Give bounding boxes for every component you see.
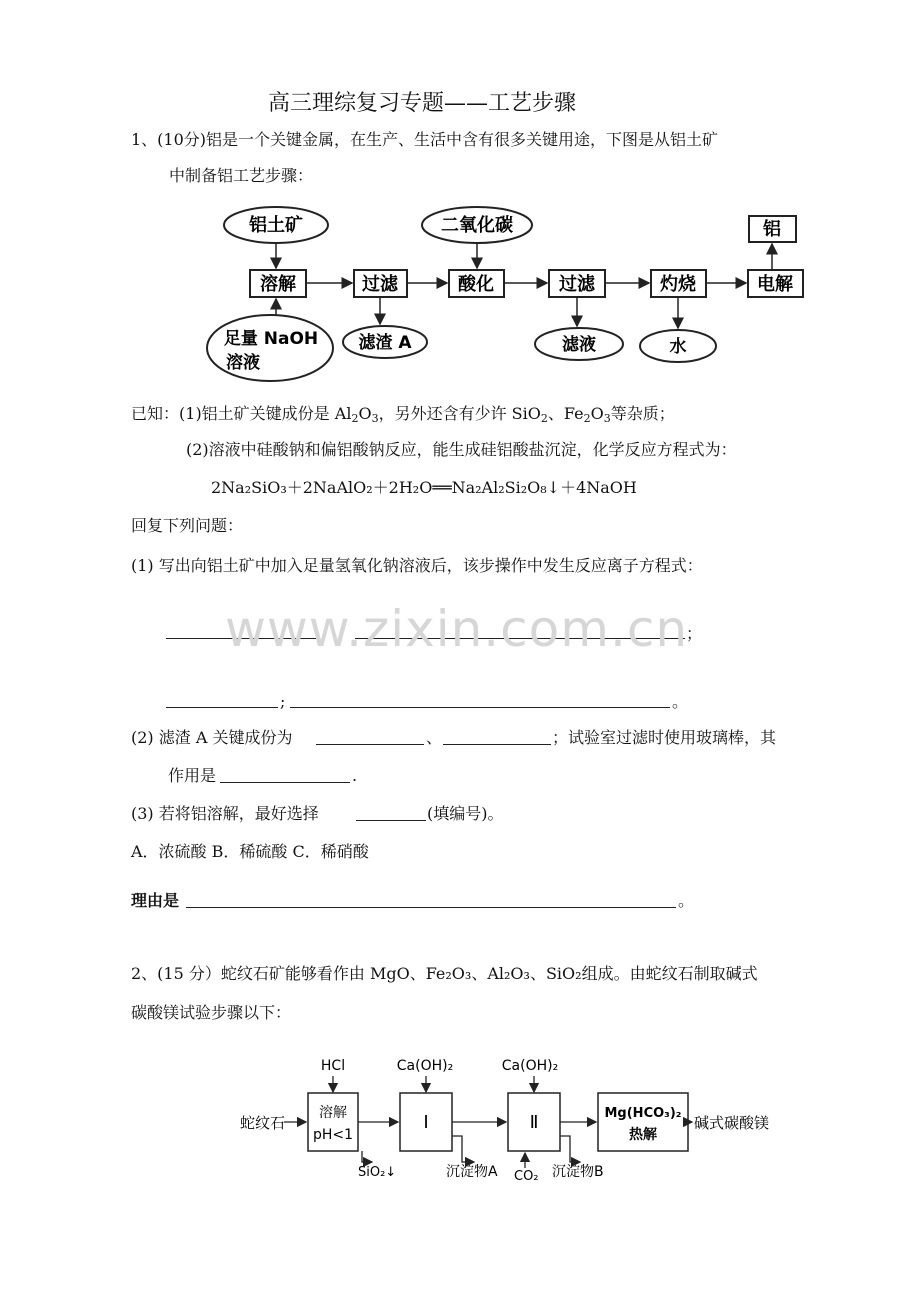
naoh-label-line2: 溶液: [226, 353, 260, 373]
page-title: 高三理综复习专题——工艺步骤: [268, 91, 577, 116]
sub-question-3: (3) 若将铝溶解，最好选择: [131, 804, 319, 823]
blank-1c[interactable]: [166, 707, 278, 708]
acidify-label: 酸化: [458, 274, 494, 295]
known-label: 已知：: [131, 404, 180, 423]
period-1: 。: [672, 692, 689, 711]
blank-2b[interactable]: [443, 744, 551, 745]
caoh-label-1: Ca(OH)₂: [396, 1058, 454, 1074]
residue-a-label: 滤渣 A: [358, 333, 412, 353]
sio2-label: SiO₂↓: [358, 1165, 397, 1180]
al-label: 铝: [763, 219, 781, 240]
dissolve-ph-line1: 溶解: [319, 1105, 347, 1121]
serpentine-label: 蛇纹石: [240, 1114, 286, 1132]
q1-header: 1、(10分)铝是一个关键金属，在生产、生活中含有很多关键用途，下图是从铝土矿: [131, 130, 719, 149]
blank-2a[interactable]: [316, 744, 424, 745]
watermark: www.zixin.com.cn: [225, 600, 689, 658]
electrolysis-label: 电解: [757, 274, 793, 295]
q2-flow-diagram: [0, 1040, 920, 1190]
q1-header-line2: 中制备铝工艺步骤：: [169, 166, 314, 185]
sub-question-2-sep: 、: [426, 728, 443, 747]
arrow-sio2: [362, 1151, 372, 1162]
filter1-label: 过滤: [362, 274, 398, 295]
options: A．浓硫酸 B．稀硫酸 C．稀硝酸: [131, 842, 369, 861]
blank-reason[interactable]: [186, 907, 676, 908]
step-i-label: Ⅰ: [423, 1112, 429, 1133]
known-1-sio2: ，另外还含有少许 SiO: [378, 404, 541, 423]
q1-flow-diagram: [0, 0, 920, 400]
known-1-o2: O: [590, 404, 604, 423]
sub-question-2: (2) 滤渣 A 关键成份为: [131, 728, 293, 747]
reason-end: 。: [678, 891, 695, 910]
ppt-a-label: 沉淀物A: [446, 1164, 498, 1180]
equation: 2Na₂SiO₃＋2NaAlO₂＋2H₂O══Na₂Al₂Si₂O₈↓＋4NaOH: [211, 478, 637, 497]
reason-label: 理由是: [131, 891, 180, 910]
known-1-fe: 、Fe: [547, 404, 584, 423]
pyrolysis-line1: Mg(HCO₃)₂: [604, 1106, 682, 1121]
sub-question-3-end: (填编号)。: [427, 804, 504, 823]
product-label: 碱式碳酸镁: [694, 1114, 770, 1132]
semicolon-2: ;: [280, 692, 286, 711]
sub-question-2-b: ；试验室过滤时使用玻璃棒，其: [552, 728, 777, 747]
pyrolysis-line2: 热解: [629, 1127, 657, 1143]
blank-2c[interactable]: [220, 782, 350, 783]
semicolon-1: ；: [686, 624, 703, 643]
filtrate-label: 滤液: [562, 335, 596, 355]
ore-label: 铝土矿: [249, 215, 303, 236]
blank-3[interactable]: [356, 820, 426, 821]
co2-q2-label: CO₂: [514, 1169, 539, 1184]
sub-question-1: (1) 写出向铝土矿中加入足量氢氧化钠溶液后，该步操作中发生反应离子方程式：: [131, 556, 703, 575]
co2-label: 二氧化碳: [441, 215, 513, 236]
caoh-label-2: Ca(OH)₂: [501, 1058, 559, 1074]
known-section: 已知：(1)铝土矿关键成份是 $Al_2O_3$，另外还含有少许 SiO$_2$、$Fe_2O_3$等杂质；: [131, 404, 675, 425]
naoh-label-line1: 足量 NaOH: [223, 329, 319, 349]
q2-header-line2: 碳酸镁试验步骤以下：: [131, 1003, 292, 1022]
known-1-end: 等杂质；: [610, 404, 675, 423]
dissolve-ph-line2: pH<1: [312, 1127, 354, 1143]
known-1-pre: (1)铝土矿关键成份是 Al: [179, 404, 352, 423]
sub-question-2-dot: .: [352, 766, 358, 785]
ppt-b-label: 沉淀物B: [552, 1164, 604, 1180]
arrow-ppt-a: [452, 1136, 474, 1162]
water-label: 水: [669, 337, 687, 357]
step-ii-label: Ⅱ: [529, 1112, 539, 1133]
hcl-label: HCl: [320, 1058, 346, 1074]
blank-1d[interactable]: [290, 707, 670, 708]
q2-header: 2、(15 分）蛇纹石矿能够看作由 MgO、Fe₂O₃、Al₂O₃、SiO₂组成。由蛇纹石制取碱式: [131, 964, 758, 983]
calcine-label: 灼烧: [660, 274, 696, 295]
dissolve-label: 溶解: [260, 274, 296, 295]
arrow-ppt-b: [560, 1136, 580, 1162]
known-1-o: O: [358, 404, 372, 423]
answer-intro: 回复下列问题：: [131, 516, 244, 535]
known-2: (2)溶液中硅酸钠和偏铝酸钠反应，能生成硅铝酸盐沉淀，化学反应方程式为：: [186, 440, 737, 459]
filter2-label: 过滤: [559, 274, 595, 295]
sub-question-2-c: 作用是: [168, 766, 217, 785]
